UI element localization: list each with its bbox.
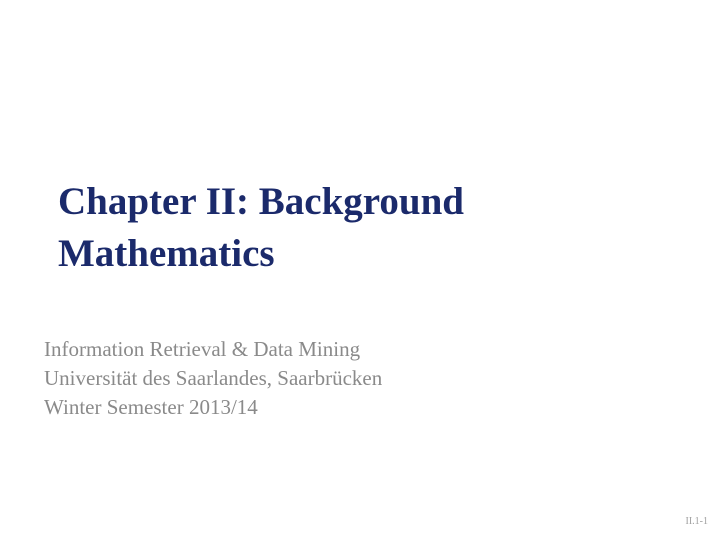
slide-title-line-2: Mathematics <box>58 232 275 275</box>
course-name: Information Retrieval & Data Mining <box>44 337 361 361</box>
slide-title <box>58 176 658 280</box>
slide-title-line-1: Chapter II: Background <box>58 180 464 223</box>
slide-subtitle <box>44 335 644 422</box>
university-name: Universität des Saarlandes, Saarbrücken <box>44 366 383 390</box>
page-number: II.1-1 <box>685 516 708 527</box>
semester: Winter Semester 2013/14 <box>44 395 258 419</box>
